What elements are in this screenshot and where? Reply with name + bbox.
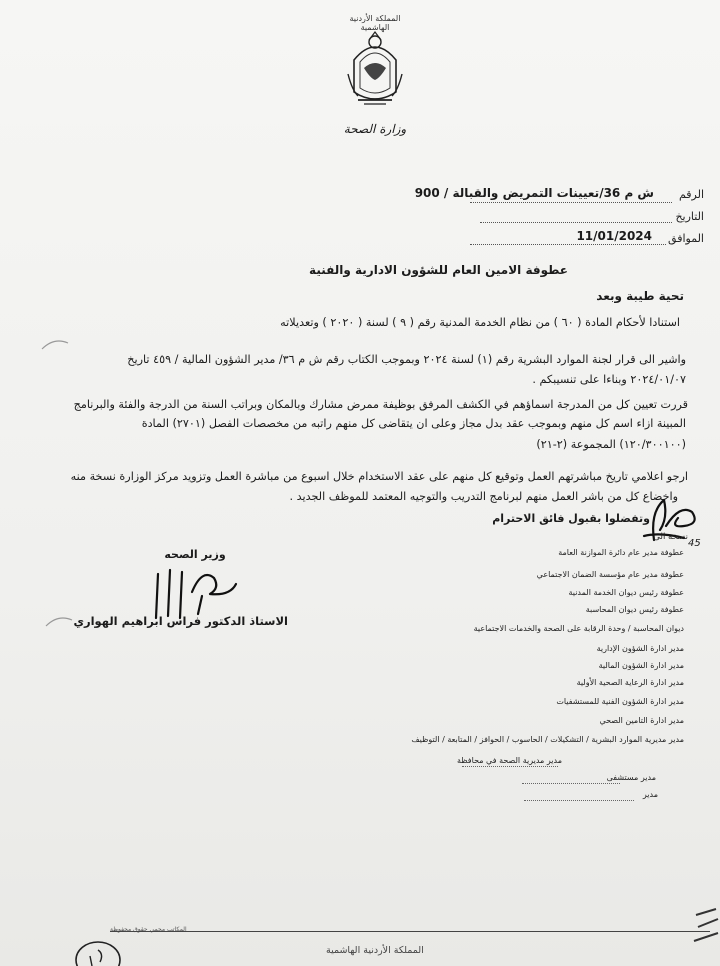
cc-item: مدير مديرية الموارد البشرية / التشكيلات / الحاسوب / الحوافز / المتابعة / التوظيف (411, 735, 684, 744)
cc-fill-line (524, 800, 634, 801)
cc-item: عطوفة رئيس ديوان الخدمة المدنية (568, 588, 684, 597)
signatory-name: الاستاذ الدكتور فراس ابراهيم الهواري (73, 614, 288, 628)
coat-of-arms-emblem (344, 30, 406, 108)
footer-stamp-mark (72, 936, 122, 966)
closing-line: وتفضلوا بقبول فائق الاحترام (492, 512, 650, 525)
body-paragraph-4-line-1: ارجو اعلامي تاريخ مباشرتهم العمل وتوقيع كل منهم على عقد الاستخدام خلال اسبوع من مباشرة العمل وتزويد مركز الوزارة نسخة منه (70, 470, 688, 483)
corresponding-date-label: الموافق (668, 232, 704, 245)
reference-number-label: الرقم (678, 188, 704, 201)
body-paragraph-2-line-2: ٢٠٢٤/٠١/٠٧ وبناءا على تنسيبكم . (532, 373, 686, 386)
margin-note: 45 (688, 538, 701, 549)
header-top-line: المملكة الأردنية الهاشمية (349, 14, 401, 32)
body-paragraph-1: استنادا لأحكام المادة ( ٦٠ ) من نظام الخدمة المدنية رقم ( ٩ ) لسنة ( ٢٠٢٠ ) وتعديلاته (280, 316, 680, 329)
cc-item: مدير ادارة الرعاية الصحية الأولية (576, 678, 684, 687)
body-paragraph-3-line-2: المبينة ازاء اسم كل منهم وبموجب عقد بدل مجاز وعلى ان يتقاضى كل منهم راتبه من مخصصات الفصل (٢٧٠١) المادة (141, 417, 686, 430)
corner-artifact (690, 905, 720, 966)
cc-label: نسخة الى (653, 532, 688, 542)
signatory-title: وزير الصحه (164, 548, 226, 561)
date-label: التاريخ (675, 210, 704, 223)
cc-fill-line (462, 766, 558, 767)
footer-kingdom: المملكة الأردنية الهاشمية (326, 945, 424, 956)
body-paragraph-3-line-1: قررت تعيين كل من المدرجة اسماؤهم في الكشف المرفق بوظيفة ممرض مشارك وبالمكان وبراتب السنة من الدرجة والفئة والبرنامج (73, 398, 688, 411)
footer-small-text: المكاتب محمي حقوق محفوظة (110, 926, 187, 933)
greeting: تحية طيبة وبعد (596, 289, 684, 303)
body-paragraph-3-line-3: (١٢٠/٣٠٠١٠٠) المجموعة (٢-٢١) (536, 438, 686, 451)
date-line (480, 222, 672, 223)
cc-item: ديوان المحاسبة / وحدة الرقابة على الصحة والخدمات الاجتماعية (473, 624, 684, 633)
footer-divider (110, 931, 710, 932)
margin-mark (44, 612, 74, 632)
cc-item: مدير (642, 790, 658, 799)
corresponding-date-value: 11/01/2024 (576, 229, 652, 243)
cc-item: مدير ادارة الشؤون المالية (598, 661, 684, 670)
reference-number-value: ش م 36/تعيينات التمريض والقبالة / 900 (414, 186, 654, 200)
cc-fill-line (522, 783, 620, 784)
cc-item: مدير ادارة الشؤون الفنية للمستشفيات (556, 697, 684, 706)
cc-item: عطوفة مدير عام مؤسسة الضمان الاجتماعي (536, 570, 684, 579)
corresponding-date-line (470, 244, 666, 245)
cc-item: مدير ادارة التامين الصحي (599, 716, 684, 725)
addressee: عطوفة الامين العام للشؤون الادارية والفنية (309, 263, 568, 277)
cc-item: عطوفة مدير عام دائرة الموازنة العامة (558, 548, 684, 557)
cc-item: عطوفة رئيس ديوان المحاسبة (585, 605, 684, 614)
margin-mark (40, 335, 70, 355)
cc-item: مدير مستشفى (606, 773, 656, 782)
cc-item: مدير ادارة الشؤون الإدارية (596, 644, 684, 653)
reference-number-line (470, 202, 672, 203)
body-paragraph-2-line-1: واشير الى قرار لجنة الموارد البشرية رقم (١) لسنة ٢٠٢٤ وبموجب الكتاب رقم ش م ٣٦/ مدير الشؤون المالية / ٤٥٩ تاريخ (127, 353, 686, 366)
ministry-name: وزارة الصحة (343, 122, 407, 136)
body-paragraph-4-line-2: واخضاع كل من باشر العمل منهم لبرنامج التدريب والتوجيه المعتمد للموظف الجديد . (289, 490, 678, 503)
cc-item: مدير مديرية الصحة في محافظة (456, 756, 562, 765)
